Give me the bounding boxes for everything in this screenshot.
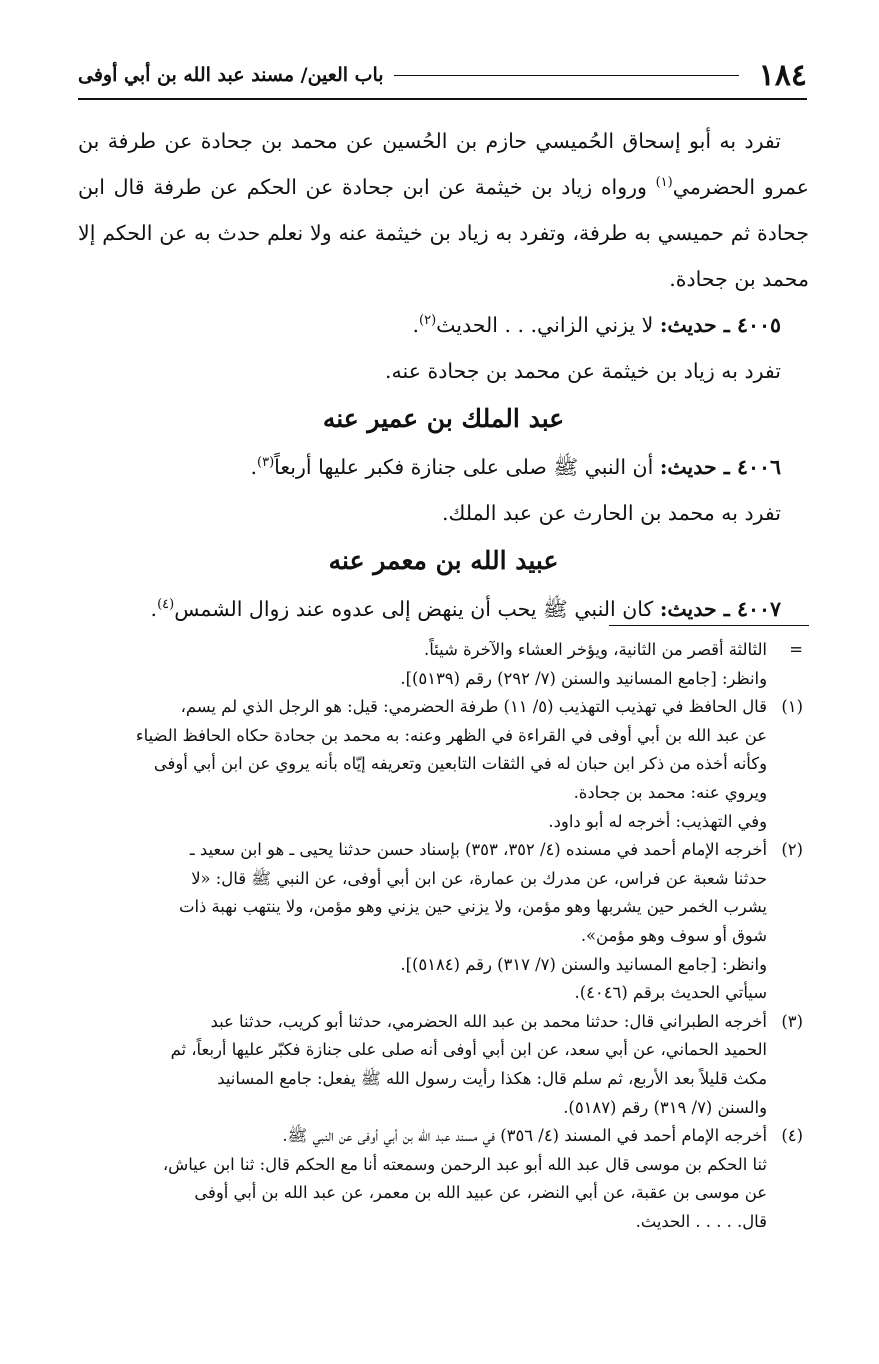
line: حدث به عن الحكم إلا محمد بن جحادة. [78, 221, 809, 291]
footnote-line: وانظر: [جامع المسانيد والسنن (٧/ ٢٩٢) رقم (٥١٣٩)]. [400, 668, 767, 688]
footnote-line: عن موسى بن عقبة، عن أبي النضر، عن عبيد الله بن معمر، عن عبد الله بن أبي أوفى [194, 1183, 767, 1203]
paragraph-1 [78, 118, 809, 302]
footnote-line: أخرجه الإمام أحمد في مسنده (٤/ ٣٥٢، ٣٥٣) بإسناد حسن حدثنا يحيى ـ هو ابن سعيد ـ [189, 840, 767, 860]
header-rule [394, 75, 739, 76]
footnote-line: مكث قليلاً بعد الأربع، ثم سلم قال: هكذا رأيت رسول الله ﷺ يفعل: جامع المسانيد [217, 1068, 767, 1088]
hadith-end: . [150, 597, 158, 621]
footnote-line: الثالثة أقصر من الثانية، ويؤخر العشاء والآخرة شيئاً. [424, 640, 767, 659]
footnote-continuation [70, 636, 803, 693]
line: طرفة بن عمرو الحضرمي [78, 129, 809, 199]
footnote-1 [70, 693, 803, 836]
footnote-line: والسنن (٧/ ٣١٩) رقم (٥١٨٧). [563, 1097, 767, 1117]
line: طرفة قال ابن جحادة ثم حميسي به طرفة، وتفرد به زياد بن خيثمة عنه ولا نعلم [78, 175, 809, 245]
page-header [78, 52, 807, 100]
hadith-end: . [250, 455, 258, 479]
footnote-line: أخرجه الإمام أحمد في المسند (٤/ ٣٥٦) في مسند عبد الله بن أبي أوفى عن النبي ﷺ. [282, 1126, 767, 1146]
hadith-4006-note: تفرد به محمد بن الحارث عن عبد الملك. [442, 501, 781, 525]
footnote-mark: (٣) [781, 1011, 803, 1031]
footnote-2 [70, 836, 803, 1008]
hadith-4006 [78, 444, 809, 490]
hadith-label: ٤٠٠٥ ـ حديث: [659, 313, 781, 337]
hadith-end: . [412, 313, 420, 337]
section-heading-2: عبيد الله بن معمر عنه [328, 546, 559, 575]
footnote-3 [70, 1008, 803, 1122]
footnote-ref-3: (٣) [257, 455, 275, 471]
footnote-4 [70, 1122, 803, 1236]
line: ورواه زياد بن خيثمة عن ابن جحادة عن الحكم عن [210, 175, 656, 199]
hadith-text: أن النبي ﷺ صلى على جنازة فكبر عليها أربعاً [274, 455, 660, 479]
footnote-line: قال الحافظ في تهذيب التهذيب (٥/ ١١) طرفة الحضرمي: قيل: هو الرجل الذي لم يسم، [180, 697, 767, 717]
page-number: ١٨٤ [758, 57, 807, 93]
footnote-line: أخرجه الطبراني قال: حدثنا محمد بن عبد الله الحضرمي، حدثنا أبو كريب، حدثنا عبد [210, 1011, 767, 1031]
hadith-4005 [78, 302, 809, 348]
footnote-line: حدثنا شعبة عن فراس، عن مدرك بن عمارة، عن ابن أبي أوفى، عن النبي ﷺ قال: «لا [191, 868, 767, 888]
footnote-line: وانظر: [جامع المسانيد والسنن (٧/ ٣١٧) رقم (٥١٨٤)]. [400, 954, 767, 974]
footnote-ref-1: (١) [655, 175, 673, 191]
footnote-line: قال. . . . . الحديث. [635, 1211, 767, 1231]
footnote-line: وفي التهذيب: أخرجه له أبو داود. [548, 811, 767, 831]
footnote-ref-2: (٢) [419, 313, 437, 329]
hadith-4005-note: تفرد به زياد بن خيثمة عن محمد بن جحادة عنه. [385, 359, 781, 383]
line: تفرد به أبو إسحاق الحُميسي حازم بن الحُسين عن محمد بن جحادة عن [164, 129, 781, 153]
footnote-line: ثنا الحكم بن موسى قال عبد الله أبو عبد الرحمن وسمعته أنا مع الحكم قال: ثنا ابن عياش، [162, 1154, 767, 1174]
main-text [78, 118, 809, 632]
footnote-separator [609, 625, 809, 626]
footnote-line: شوق أو سوف وهو مؤمن». [580, 925, 767, 945]
hadith-label: ٤٠٠٦ ـ حديث: [659, 455, 781, 479]
footnote-line: سيأتي الحديث برقم (٤٠٤٦). [574, 983, 767, 1003]
footnotes [70, 636, 803, 1236]
footnote-line: وكأنه أخذه من ذكر ابن حبان له في الثقات التابعين وتعريفه إيّاه بأنه يروي عن ابن أبي أوفى [153, 754, 767, 774]
footnote-ref-4: (٤) [157, 597, 175, 613]
footnote-line: ويروي عنه: محمد بن جحادة. [573, 782, 767, 802]
footnote-mark: (١) [781, 697, 803, 717]
hadith-text: كان النبي ﷺ يحب أن ينهض إلى عدوه عند زوال الشمس [174, 597, 660, 621]
footnote-mark: (٢) [781, 840, 803, 860]
footnote-mark: (٤) [781, 1126, 803, 1146]
footnote-line: يشرب الخمر حين يشربها وهو مؤمن، ولا يزني حين يزني وهو مؤمن، ولا ينتهب نهبة ذات [179, 897, 767, 917]
running-title: باب العين/ مسند عبد الله بن أبي أوفى [78, 64, 384, 86]
footnote-line: عن عبد الله بن أبي أوفى في القراءة في الظهر وعنه: به محمد بن جحادة حكاه الحافظ الضياء [135, 725, 767, 745]
hadith-label: ٤٠٠٧ ـ حديث: [659, 597, 781, 621]
footnote-line: الحميد الحماني، عن أبي سعد، عن ابن أبي أوفى أنه صلى على جنازة فكبّر عليها أربعاً، ثم [170, 1040, 767, 1060]
hadith-text: لا يزني الزاني. . . الحديث [436, 313, 660, 337]
footnote-mark: = [789, 640, 803, 659]
section-heading-1: عبد الملك بن عمير عنه [322, 404, 565, 433]
